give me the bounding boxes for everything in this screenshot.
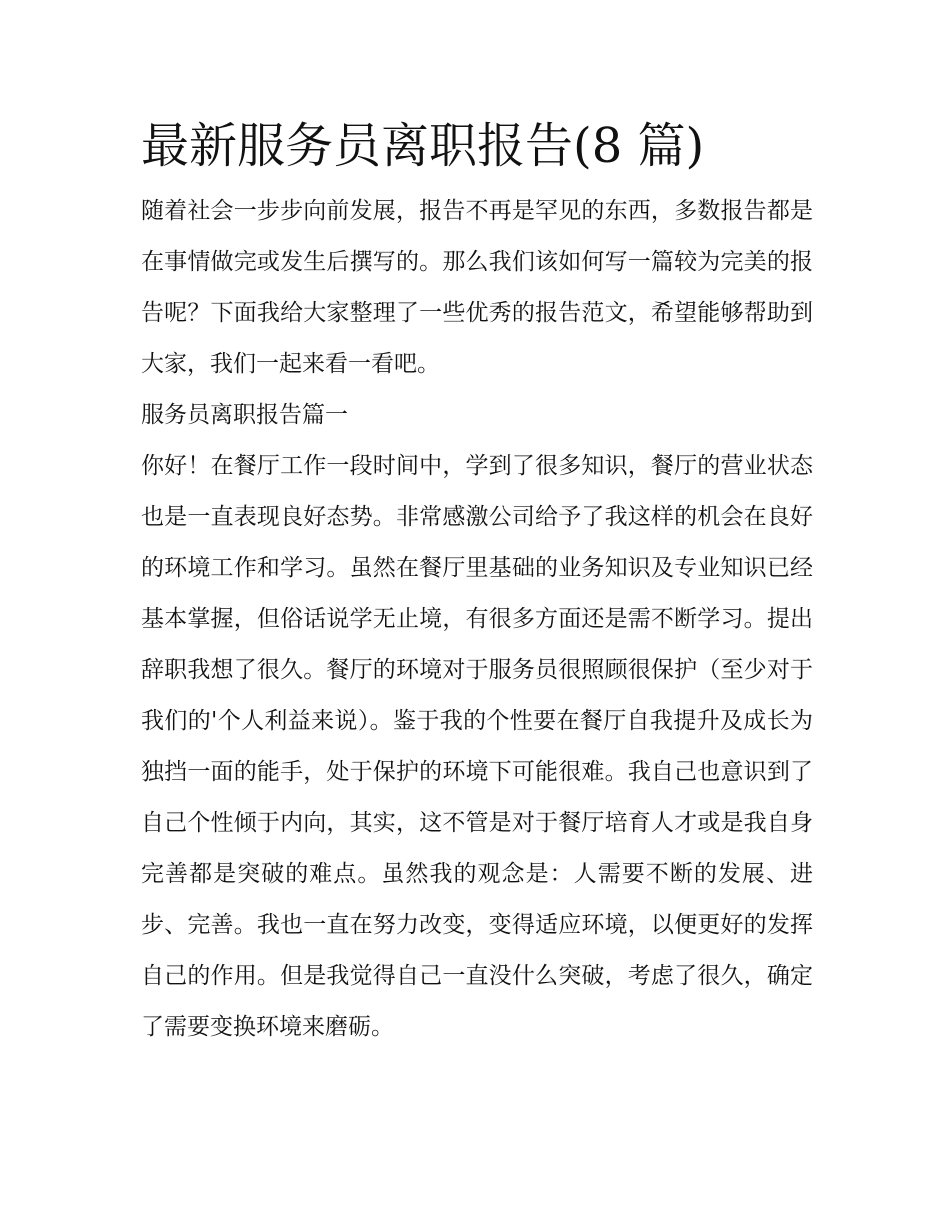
document-title: 最新服务员离职报告(8 篇) <box>141 118 705 174</box>
intro-paragraph: 随着社会一步步向前发展，报告不再是罕见的东西，多数报告都是在事情做完或发生后撰写的。那么我们该如何写一篇较为完美的报告呢？下面我给大家整理了一些优秀的报告范文，希望能够帮助到大家，我们一起来看一看吧。 <box>141 198 813 377</box>
section-heading: 服务员离职报告篇一 <box>141 402 348 428</box>
document-page <box>141 112 813 1053</box>
body-paragraph: 你好！在餐厅工作一段时间中，学到了很多知识，餐厅的营业状态也是一直表现良好态势。非常感激公司给予了我这样的机会在良好的环境工作和学习。虽然在餐厅里基础的业务知识及专业知识已经基本掌握，但俗话说学无止境，有很多方面还是需不断学习。提出辞职我想了很久。餐厅的环境对于服务员很照顾很保护（至少对于我们的'个人利益来说）。鉴于我的个性要在餐厅自我提升及成长为独挡一面的能手，处于保护的环境下可能很难。我自己也意识到了自己个性倾于内向，其实，这不管是对于餐厅培育人才或是我自身完善都是突破的难点。虽然我的观念是：人需要不断的发展、进步、完善。我也一直在努力改变，变得适应环境，以便更好的发挥自己的作用。但是我觉得自己一直没什么突破，考虑了很久，确定了需要变换环境来磨砺。 <box>141 453 813 1040</box>
